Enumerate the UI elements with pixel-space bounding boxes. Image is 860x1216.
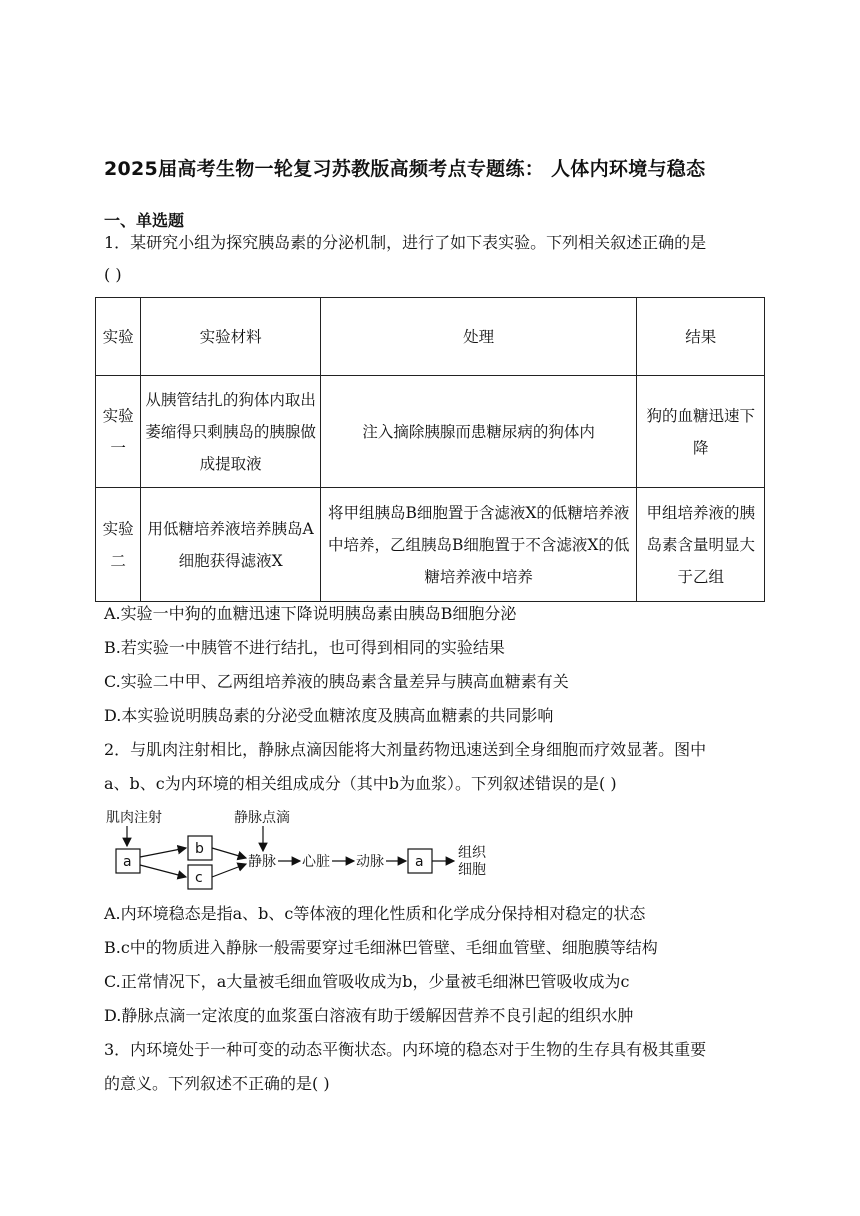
label-intramuscular: 肌肉注射 — [106, 810, 162, 826]
document-title: 2025届高考生物一轮复习苏教版高频考点专题练： 人体内环境与稳态 — [104, 158, 706, 180]
q2-stem-line2: a、b、c为内环境的相关组成成分（其中b为血浆）。下列叙述错误的是( ) — [104, 774, 617, 793]
label-intravenous: 静脉点滴 — [234, 810, 290, 826]
header-cell-experiment: 实验 — [96, 298, 141, 376]
row2-material: 用低糖培养液培养胰岛A细胞获得滤液X — [141, 488, 321, 602]
header-cell-result: 结果 — [637, 298, 765, 376]
box-b-label: b — [195, 841, 204, 857]
table-row — [96, 488, 765, 602]
row2-result: 甲组培养液的胰岛素含量明显大于乙组 — [637, 488, 765, 602]
q2-option-b[interactable]: B.c中的物质进入静脉一般需要穿过毛细淋巴管壁、毛细血管壁、细胞膜等结构 — [104, 938, 658, 957]
section-heading: 一、单选题 — [104, 211, 185, 230]
row1-material: 从胰管结扎的狗体内取出萎缩得只剩胰岛的胰腺做成提取液 — [141, 376, 321, 488]
q2-option-c[interactable]: C.正常情况下，a大量被毛细血管吸收成为b，少量被毛细淋巴管吸收成为c — [104, 972, 630, 991]
arrow-a-to-b — [140, 848, 186, 857]
row2-treatment: 将甲组胰岛B细胞置于含滤液X的低糖培养液中培养，乙组胰岛B细胞置于不含滤液X的低糖培养液中培养 — [320, 488, 636, 602]
header-cell-material: 实验材料 — [141, 298, 321, 376]
row1-treatment: 注入摘除胰腺而患糖尿病的狗体内 — [320, 376, 636, 488]
row1-experiment: 实验一 — [96, 376, 141, 488]
body-fluid-flow-diagram — [100, 805, 520, 897]
label-artery: 动脉 — [356, 854, 384, 870]
header-cell-treatment: 处理 — [320, 298, 636, 376]
label-tissue-line1: 组织 — [458, 845, 486, 861]
label-heart: 心脏 — [302, 854, 330, 870]
q1-option-b[interactable]: B.若实验一中胰管不进行结扎，也可得到相同的实验结果 — [104, 638, 505, 657]
q1-option-c[interactable]: C.实验二中甲、乙两组培养液的胰岛素含量差异与胰高血糖素有关 — [104, 672, 569, 691]
q1-option-a[interactable]: A.实验一中狗的血糖迅速下降说明胰岛素由胰岛B细胞分泌 — [104, 604, 517, 623]
q3-stem-line2: 的意义。下列叙述不正确的是( ) — [104, 1074, 330, 1093]
q2-stem-line1: 2．与肌肉注射相比，静脉点滴因能将大剂量药物迅速送到全身细胞而疗效显著。图中 — [104, 740, 707, 759]
box-a-second-label: a — [415, 854, 424, 870]
box-c-label: c — [195, 870, 203, 886]
q2-option-a[interactable]: A.内环境稳态是指a、b、c等体液的理化性质和化学成分保持相对稳定的状态 — [104, 904, 646, 923]
label-tissue-line2: 细胞 — [458, 862, 486, 878]
experiment-table — [95, 297, 765, 602]
q2-option-d[interactable]: D.静脉点滴一定浓度的血浆蛋白溶液有助于缓解因营养不良引起的组织水肿 — [104, 1006, 634, 1025]
q3-stem-line1: 3．内环境处于一种可变的动态平衡状态。内环境的稳态对于生物的生存具有极其重要 — [104, 1040, 707, 1059]
row1-result: 狗的血糖迅速下降 — [637, 376, 765, 488]
label-vein: 静脉 — [248, 854, 276, 870]
arrow-b-to-vein — [212, 848, 246, 858]
q1-option-d[interactable]: D.本实验说明胰岛素的分泌受血糖浓度及胰高血糖素的共同影响 — [104, 706, 554, 725]
row2-experiment: 实验二 — [96, 488, 141, 602]
box-a-label: a — [123, 854, 132, 870]
table-row — [96, 376, 765, 488]
table-header-row — [96, 298, 765, 376]
arrow-c-to-vein — [212, 864, 246, 877]
q1-stem-line1: 1．某研究小组为探究胰岛素的分泌机制，进行了如下表实验。下列相关叙述正确的是 — [104, 233, 707, 252]
arrow-a-to-c — [140, 865, 186, 877]
q1-stem-line2: ( ) — [104, 265, 122, 284]
